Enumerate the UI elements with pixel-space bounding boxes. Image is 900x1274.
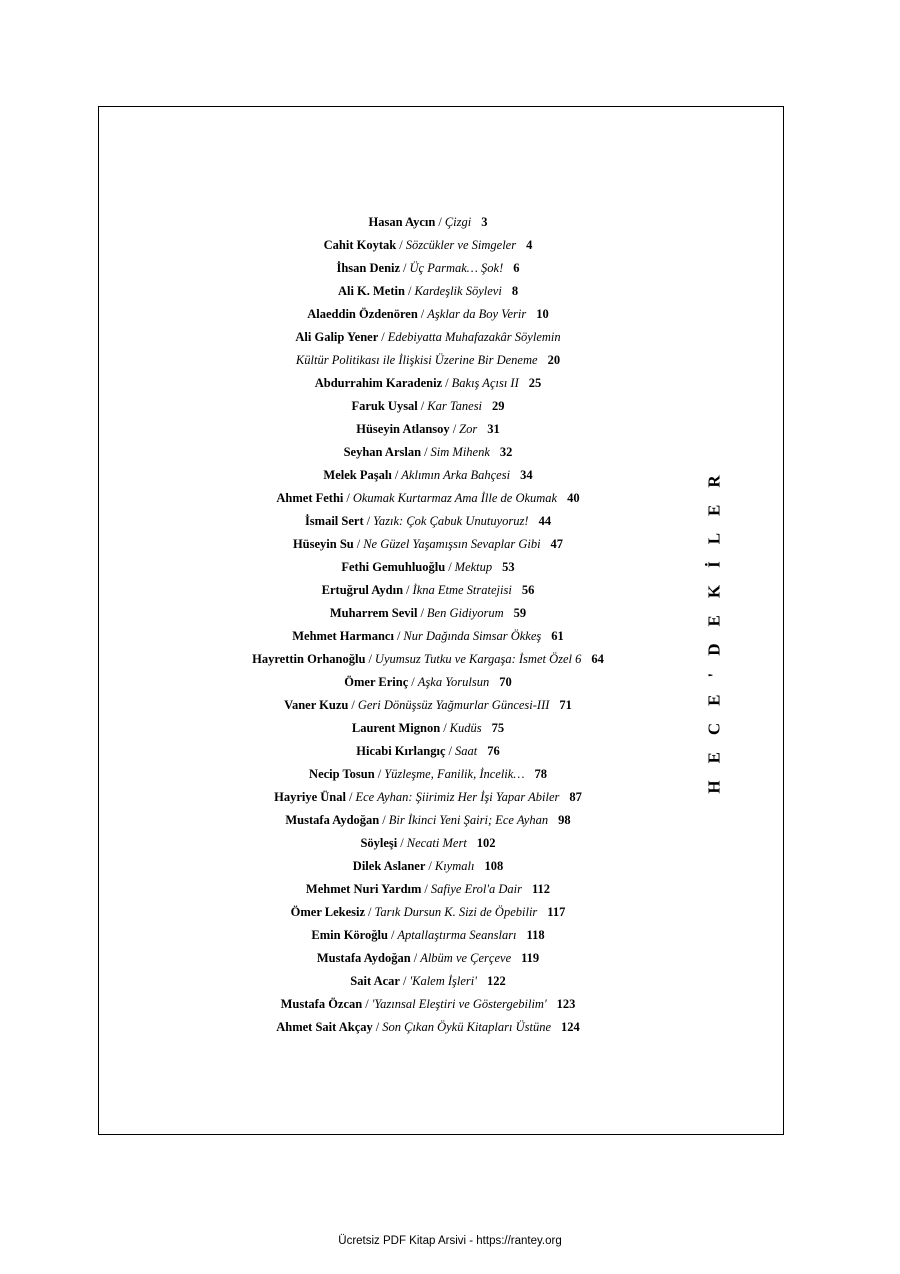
toc-author: Mehmet Harmancı (292, 629, 394, 643)
toc-page-number: 64 (591, 652, 604, 666)
toc-title: Bakış Açısı II (451, 376, 519, 390)
toc-separator: / (420, 399, 425, 413)
toc-title: Aşklar da Boy Verir (427, 307, 527, 321)
toc-entry (200, 579, 656, 602)
toc-title: Zor (459, 422, 478, 436)
toc-title: Bir İkinci Yeni Şairi; Ece Ayhan (388, 813, 549, 827)
toc-page-number: 75 (491, 721, 505, 735)
toc-author: Mehmet Nuri Yardım (305, 882, 422, 896)
toc-author: Hasan Aycın (368, 215, 436, 229)
toc-entry (200, 257, 656, 280)
toc-entry (200, 1016, 656, 1039)
toc-entry (200, 648, 656, 671)
toc-author: Söyleşi (360, 836, 398, 850)
toc-page-number: 34 (520, 468, 533, 482)
toc-author: Mustafa Aydoğan (285, 813, 380, 827)
toc-page-number: 112 (532, 882, 551, 896)
toc-separator: / (382, 813, 386, 827)
toc-title: Edebiyatta Muhafazakâr Söylemin (387, 330, 561, 344)
toc-page-number: 56 (521, 583, 535, 597)
toc-separator: / (394, 468, 399, 482)
toc-title: Uyumsuz Tutku ve Kargaşa: İsmet Özel 6 (374, 652, 582, 666)
toc-page-number: 20 (547, 353, 561, 367)
toc-author: Abdurrahim Karadeniz (314, 376, 443, 390)
toc-separator: / (366, 514, 371, 528)
toc-author: Dilek Aslaner (352, 859, 426, 873)
toc-entry (200, 855, 656, 878)
toc-author: Necip Tosun (309, 767, 375, 781)
toc-page-number: 53 (502, 560, 515, 574)
toc-page-number: 108 (484, 859, 504, 873)
toc-author: Alaeddin Özdenören (307, 307, 418, 321)
toc-entry (200, 809, 656, 832)
toc-separator: / (413, 951, 418, 965)
toc-separator: / (390, 928, 395, 942)
toc-page-number: 122 (486, 974, 506, 988)
toc-entry (200, 671, 656, 694)
toc-author: Ali K. Metin (337, 284, 405, 298)
toc-author: Hüseyin Su (292, 537, 354, 551)
toc-page-number: 47 (550, 537, 564, 551)
toc-page-number: 76 (487, 744, 500, 758)
toc-entry (200, 694, 656, 717)
toc-title: Aşka Yorulsun (417, 675, 490, 689)
toc-separator: / (375, 1020, 380, 1034)
table-of-contents (200, 211, 656, 1039)
toc-separator: / (368, 652, 372, 666)
toc-author: Vaner Kuzu (284, 698, 349, 712)
toc-title: Okumak Kurtarmaz Ama İlle de Okumak (352, 491, 558, 505)
toc-separator: / (448, 744, 452, 758)
toc-author: Ahmet Sait Akçay (276, 1020, 373, 1034)
toc-title: İkna Etme Stratejisi (412, 583, 512, 597)
toc-page-number: 59 (513, 606, 527, 620)
toc-author: Ertuğrul Aydın (321, 583, 404, 597)
toc-title: Yüzleşme, Fanilik, İncelik… (384, 767, 525, 781)
toc-title: Kar Tanesi (427, 399, 483, 413)
toc-entry (200, 349, 656, 372)
toc-entry (200, 970, 656, 993)
toc-separator: / (407, 284, 412, 298)
toc-entry (200, 510, 656, 533)
toc-separator: / (396, 629, 401, 643)
toc-page-number: 31 (487, 422, 500, 436)
toc-separator: / (346, 491, 350, 505)
toc-title: Nur Dağında Simsar Ökkeş (403, 629, 542, 643)
toc-author: Emin Köroğlu (311, 928, 388, 942)
toc-title: Kudüs (449, 721, 482, 735)
toc-entry (200, 211, 656, 234)
toc-title: 'Yazınsal Eleştiri ve Göstergebilim' (371, 997, 547, 1011)
toc-page-number: 44 (538, 514, 552, 528)
toc-page-number: 70 (499, 675, 512, 689)
toc-title: Kıymalı (434, 859, 475, 873)
toc-entry (200, 832, 656, 855)
toc-entry (200, 602, 656, 625)
toc-entry (200, 326, 656, 349)
toc-author: Hüseyin Atlansoy (356, 422, 450, 436)
toc-separator: / (400, 836, 404, 850)
toc-separator: / (428, 859, 432, 873)
toc-entry (200, 372, 656, 395)
toc-entry (200, 924, 656, 947)
toc-page-number: 25 (528, 376, 542, 390)
toc-separator: / (356, 537, 361, 551)
toc-author: Ömer Erinç (344, 675, 409, 689)
toc-separator: / (420, 606, 424, 620)
toc-entry (200, 625, 656, 648)
toc-title: Mektup (454, 560, 493, 574)
toc-author: İsmail Sert (304, 514, 364, 528)
toc-title: Yazık: Çok Çabuk Unutuyoruz! (373, 514, 529, 528)
toc-separator: / (403, 261, 407, 275)
toc-separator: / (368, 905, 372, 919)
toc-separator: / (443, 721, 447, 735)
toc-separator: / (445, 376, 449, 390)
toc-entry (200, 763, 656, 786)
side-title: HECE'DEKİLER (705, 457, 724, 794)
toc-page-number: 119 (521, 951, 540, 965)
toc-author: Mustafa Özcan (280, 997, 363, 1011)
toc-title: Son Çıkan Öykü Kitapları Üstüne (382, 1020, 551, 1034)
toc-author: Fethi Gemuhluoğlu (341, 560, 446, 574)
page-footer: Ücretsiz PDF Kitap Arsivi - https://rantey.org (338, 1235, 562, 1247)
toc-title: Ece Ayhan: Şiirimiz Her İşi Yapar Abiler (355, 790, 560, 804)
toc-entry (200, 901, 656, 924)
toc-author: Mustafa Aydoğan (316, 951, 411, 965)
toc-title: Sözcükler ve Simgeler (405, 238, 517, 252)
toc-author: Hayriye Ünal (274, 790, 346, 804)
toc-entry (200, 993, 656, 1016)
toc-title: Saat (454, 744, 478, 758)
toc-author: Ömer Lekesiz (290, 905, 366, 919)
toc-author: Seyhan Arslan (343, 445, 422, 459)
toc-author: Laurent Mignon (351, 721, 441, 735)
toc-title: 'Kalem İşleri' (409, 974, 477, 988)
toc-title: Ne Güzel Yaşamışsın Sevaplar Gibi (363, 537, 541, 551)
toc-author: Cahit Koytak (323, 238, 397, 252)
toc-title: Safiye Erol'a Dair (430, 882, 522, 896)
toc-entry (200, 464, 656, 487)
toc-author: Ahmet Fethi (276, 491, 344, 505)
toc-page-number: 29 (492, 399, 505, 413)
toc-separator: / (424, 882, 428, 896)
toc-page-number: 118 (526, 928, 545, 942)
toc-title: Aklımın Arka Bahçesi (401, 468, 511, 482)
toc-entry (200, 418, 656, 441)
toc-separator: / (420, 307, 425, 321)
toc-page-number: 32 (499, 445, 513, 459)
toc-page-number: 124 (561, 1020, 580, 1034)
toc-entry (200, 740, 656, 763)
toc-title: Aptallaştırma Seansları (397, 928, 517, 942)
toc-separator: / (348, 790, 353, 804)
toc-page-number: 4 (526, 238, 533, 252)
toc-page-number: 102 (476, 836, 496, 850)
toc-page-number: 117 (547, 905, 566, 919)
toc-author: Melek Paşalı (323, 468, 392, 482)
toc-entry (200, 533, 656, 556)
toc-page-number: 10 (536, 307, 549, 321)
toc-author: Sait Acar (350, 974, 400, 988)
toc-page-number: 78 (534, 767, 547, 781)
toc-entry (200, 556, 656, 579)
toc-separator: / (402, 974, 407, 988)
toc-entry (200, 234, 656, 257)
toc-author: Hicabi Kırlangıç (356, 744, 446, 758)
toc-author: Faruk Uysal (351, 399, 418, 413)
toc-title: Geri Dönüşsüz Yağmurlar Güncesi-III (357, 698, 550, 712)
toc-title: Necati Mert (406, 836, 467, 850)
toc-entry (200, 441, 656, 464)
toc-title: Üç Parmak… Şok! (409, 261, 504, 275)
toc-separator: / (448, 560, 452, 574)
toc-separator: / (377, 767, 382, 781)
toc-page-number: 71 (559, 698, 572, 712)
toc-separator: / (411, 675, 415, 689)
toc-author: Muharrem Sevil (329, 606, 418, 620)
toc-separator: / (351, 698, 355, 712)
toc-title: Kardeşlik Söylevi (414, 284, 502, 298)
toc-separator: / (438, 215, 442, 229)
toc-page-number: 98 (558, 813, 571, 827)
toc-entry (200, 395, 656, 418)
toc-entry (200, 303, 656, 326)
toc-title: Ben Gidiyorum (426, 606, 504, 620)
toc-page-number: 87 (569, 790, 582, 804)
toc-author: Ali Galip Yener (295, 330, 379, 344)
toc-page-number: 6 (513, 261, 520, 275)
toc-author: Hayrettin Orhanoğlu (252, 652, 366, 666)
toc-entry (200, 280, 656, 303)
toc-separator: / (424, 445, 428, 459)
toc-page-number: 61 (551, 629, 564, 643)
toc-entry (200, 717, 656, 740)
toc-separator: / (452, 422, 457, 436)
toc-separator: / (365, 997, 369, 1011)
side-title-container (702, 458, 728, 793)
toc-separator: / (399, 238, 403, 252)
toc-entry (200, 878, 656, 901)
toc-title: Albüm ve Çerçeve (420, 951, 512, 965)
toc-entry (200, 947, 656, 970)
toc-separator: / (406, 583, 410, 597)
toc-title: Tarık Dursun K. Sizi de Öpebilir (374, 905, 538, 919)
toc-author: İhsan Deniz (336, 261, 401, 275)
toc-title: Kültür Politikası ile İlişkisi Üzerine Bir Deneme (295, 353, 538, 367)
toc-page-number: 123 (556, 997, 576, 1011)
toc-separator: / (381, 330, 385, 344)
toc-title: Sim Mihenk (430, 445, 490, 459)
toc-entry (200, 487, 656, 510)
toc-entry (200, 786, 656, 809)
toc-title: Çizgi (444, 215, 472, 229)
toc-page-number: 3 (481, 215, 488, 229)
toc-page-number: 40 (567, 491, 580, 505)
toc-page-number: 8 (511, 284, 519, 298)
